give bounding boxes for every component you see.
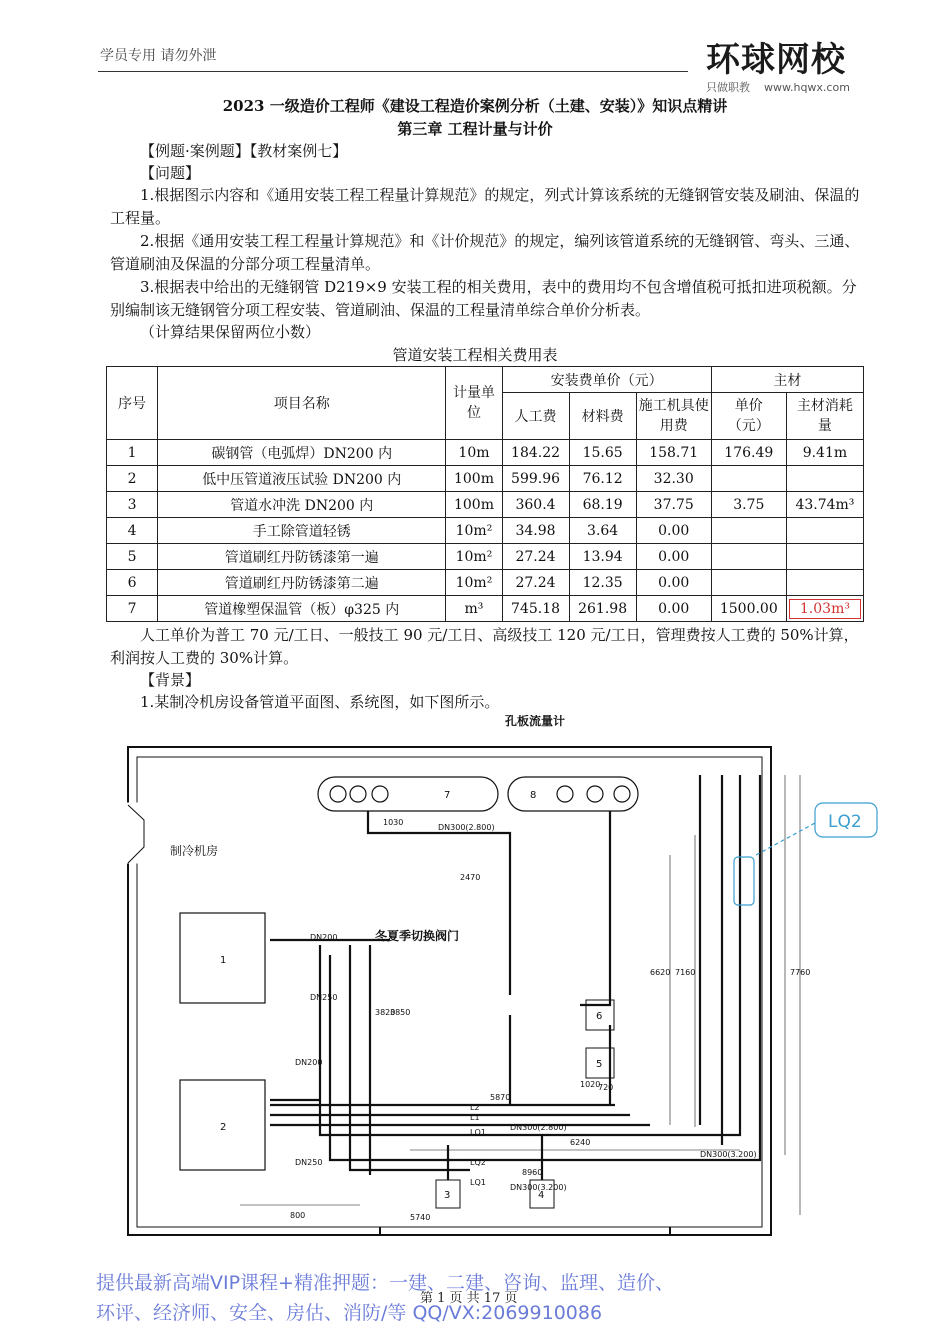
cell-machine: 0.00 bbox=[636, 596, 711, 622]
table-row bbox=[107, 440, 864, 466]
th-labor: 人工费 bbox=[502, 393, 569, 440]
logo-main-text: 环球网校 bbox=[706, 40, 846, 80]
cell-seq: 5 bbox=[107, 544, 158, 570]
dim-5740: 5740 bbox=[410, 1213, 431, 1222]
pipe-label-1: DN300(2.800) bbox=[438, 823, 495, 832]
cell-material: 13.94 bbox=[569, 544, 636, 570]
dim-3820: 3820 bbox=[375, 1008, 396, 1017]
dim-2470: 2470 bbox=[460, 873, 481, 882]
site-logo bbox=[706, 32, 886, 98]
cell-seq: 4 bbox=[107, 518, 158, 544]
cell-seq: 1 bbox=[107, 440, 158, 466]
cell-consume bbox=[786, 544, 863, 570]
cell-machine: 158.71 bbox=[636, 440, 711, 466]
question-2: 2.根据《通用安装工程工程量计算规范》和《计价规范》的规定，编列该管道系统的无缝钢管、弯头、三通、管道刷油及保温的分部分项工程量清单。 bbox=[110, 232, 860, 273]
cell-unit: 10m² bbox=[446, 518, 502, 544]
table-row bbox=[107, 492, 864, 518]
fee-table bbox=[106, 366, 864, 622]
question-3-note: （计算结果保留两位小数） bbox=[140, 323, 321, 341]
dim-800: 800 bbox=[290, 1211, 306, 1220]
cell-consume: 1.03m³ bbox=[786, 596, 863, 622]
pipe-label-4: DN300(3.200) bbox=[510, 1183, 567, 1192]
th-name: 项目名称 bbox=[158, 367, 446, 440]
cell-price: 1500.00 bbox=[711, 596, 786, 622]
cell-name: 管道刷红丹防锈漆第一遍 bbox=[158, 544, 446, 570]
th-unit: 计量单位 bbox=[446, 367, 502, 440]
pipe-label-l1: L1 bbox=[470, 1113, 480, 1122]
dim-720: 720 bbox=[598, 1083, 614, 1092]
pipe-label-dn250: DN250 bbox=[310, 993, 338, 1002]
pipe-label-l2: L2 bbox=[470, 1103, 480, 1112]
dim-6240: 6240 bbox=[570, 1138, 591, 1147]
th-install-group: 安装费单价（元） bbox=[502, 367, 711, 393]
th-machine: 施工机具使用费 bbox=[636, 393, 711, 440]
cell-seq: 6 bbox=[107, 570, 158, 596]
room-walls bbox=[128, 747, 771, 1235]
cell-price: 176.49 bbox=[711, 440, 786, 466]
cell-material: 3.64 bbox=[569, 518, 636, 544]
logo-subline bbox=[706, 79, 886, 95]
header-left-text: 学员专用 请勿外泄 bbox=[100, 48, 217, 64]
pipe-label-lq2: LQ2 bbox=[470, 1158, 486, 1167]
cell-seq: 7 bbox=[107, 596, 158, 622]
dim-7760: 7760 bbox=[790, 968, 811, 977]
label-equip-6: 6 bbox=[596, 1011, 603, 1022]
cell-price bbox=[711, 544, 786, 570]
cell-labor: 34.98 bbox=[502, 518, 569, 544]
cell-material: 76.12 bbox=[569, 466, 636, 492]
cell-unit: 10m² bbox=[446, 544, 502, 570]
pipe-label-lq1b: LQ1 bbox=[470, 1178, 486, 1187]
cell-labor: 184.22 bbox=[502, 440, 569, 466]
th-consumption: 主材消耗量 bbox=[786, 393, 863, 440]
cell-labor: 27.24 bbox=[502, 544, 569, 570]
dim-5870: 5870 bbox=[490, 1093, 511, 1102]
cell-labor: 27.24 bbox=[502, 570, 569, 596]
cell-name: 手工除管道轻锈 bbox=[158, 518, 446, 544]
cell-consume bbox=[786, 518, 863, 544]
dim-7160: 7160 bbox=[675, 968, 696, 977]
table-row bbox=[107, 570, 864, 596]
background-tag: 【背景】 bbox=[140, 671, 201, 689]
cell-consume bbox=[786, 570, 863, 596]
cell-consume: 9.41m bbox=[786, 440, 863, 466]
page-number: 第 1 页 共 17 页 bbox=[420, 1291, 518, 1306]
dim-6620: 6620 bbox=[650, 968, 671, 977]
cell-seq: 2 bbox=[107, 466, 158, 492]
background-item-1: 1.某制冷机房设备管道平面图、系统图，如下图所示。 bbox=[140, 693, 500, 711]
dim-1020: 1020 bbox=[580, 1080, 601, 1089]
cell-machine: 0.00 bbox=[636, 518, 711, 544]
cell-price bbox=[711, 570, 786, 596]
drawing-labels bbox=[170, 715, 810, 1222]
label-equip-7: 7 bbox=[444, 790, 451, 801]
label-equip-5: 5 bbox=[596, 1059, 603, 1070]
door-opening bbox=[120, 803, 144, 863]
cell-unit: 100m bbox=[446, 492, 502, 518]
th-main-group: 主材 bbox=[711, 367, 863, 393]
piping-plan-drawing bbox=[110, 715, 890, 1245]
pipe-label-dn200: DN200 bbox=[310, 933, 338, 942]
cell-name: 低中压管道液压试验 DN200 内 bbox=[158, 466, 446, 492]
question-1: 1.根据图示内容和《通用安装工程工程量计算规范》的规定，列式计算该系统的无缝钢管安装及刷油、保温的工程量。 bbox=[110, 186, 860, 227]
dim-8960: 8960 bbox=[522, 1168, 543, 1177]
promo-line-2: 环评、经济师、安全、房估、消防/等 QQ/VX:2069910086 bbox=[96, 1302, 603, 1324]
header-divider bbox=[98, 71, 688, 72]
th-seq: 序号 bbox=[107, 367, 158, 440]
label-equip-4: 4 bbox=[538, 1190, 545, 1201]
cell-material: 12.35 bbox=[569, 570, 636, 596]
chapter-title: 第三章 工程计量与计价 bbox=[397, 120, 553, 138]
label-room: 制冷机房 bbox=[170, 844, 219, 858]
cell-price: 3.75 bbox=[711, 492, 786, 518]
cell-name: 管道橡塑保温管（板）φ325 内 bbox=[158, 596, 446, 622]
label-valve: 冬夏季切换阀门 bbox=[375, 929, 460, 943]
logo-slogan: 只做职教 bbox=[706, 81, 750, 94]
cell-material: 15.65 bbox=[569, 440, 636, 466]
question-3: 3.根据表中给出的无缝钢管 D219×9 安装工程的相关费用，表中的费用均不包含增值税可抵扣进项税额。分别编制该无缝钢管分项工程安装、管道刷油、保温的工程量清单综合单价分析表。 bbox=[110, 278, 857, 319]
unit-price-note: 人工单价为普工 70 元/工日、一般技工 90 元/工日、高级技工 120 元/工日，管理费按人工费的 50%计算，利润按人工费的 30%计算。 bbox=[110, 626, 859, 667]
cell-machine: 0.00 bbox=[636, 544, 711, 570]
cell-machine: 32.30 bbox=[636, 466, 711, 492]
cell-labor: 360.4 bbox=[502, 492, 569, 518]
tank-7 bbox=[318, 777, 498, 811]
promo-line-1: 提供最新高端VIP课程+精准押题：一建、二建、咨询、监理、造价、 bbox=[96, 1272, 674, 1294]
cell-unit: 10m bbox=[446, 440, 502, 466]
tank-8 bbox=[508, 777, 638, 811]
pipe-label-dn250b: DN250 bbox=[295, 1158, 323, 1167]
document-title: 2023 一级造价工程师《建设工程造价案例分析（土建、安装）》知识点精讲 bbox=[222, 97, 728, 115]
label-flowmeter: 孔板流量计 bbox=[505, 715, 566, 728]
cell-unit: m³ bbox=[446, 596, 502, 622]
pipe-label-3: DN300(3.200) bbox=[700, 1150, 757, 1159]
cell-unit: 10m² bbox=[446, 570, 502, 596]
table-row bbox=[107, 596, 864, 622]
dim-3850: 3850 bbox=[390, 1008, 411, 1017]
logo-url: www.hqwx.com bbox=[764, 81, 850, 94]
cell-material: 261.98 bbox=[569, 596, 636, 622]
label-equip-8: 8 bbox=[530, 790, 537, 801]
cell-name: 管道水冲洗 DN200 内 bbox=[158, 492, 446, 518]
th-material: 材料费 bbox=[569, 393, 636, 440]
label-equip-3: 3 bbox=[444, 1190, 451, 1201]
table-row bbox=[107, 544, 864, 570]
cell-price bbox=[711, 466, 786, 492]
cell-machine: 0.00 bbox=[636, 570, 711, 596]
cell-material: 68.19 bbox=[569, 492, 636, 518]
cell-price bbox=[711, 518, 786, 544]
table-caption: 管道安装工程相关费用表 bbox=[392, 346, 558, 364]
cell-labor: 599.96 bbox=[502, 466, 569, 492]
cell-name: 碳钢管（电弧焊）DN200 内 bbox=[158, 440, 446, 466]
table-row bbox=[107, 518, 864, 544]
cell-unit: 100m bbox=[446, 466, 502, 492]
label-equip-2: 2 bbox=[220, 1122, 227, 1133]
lq2-callout bbox=[734, 803, 877, 905]
pipe-network bbox=[270, 775, 760, 1180]
table-row bbox=[107, 466, 864, 492]
cell-seq: 3 bbox=[107, 492, 158, 518]
cell-consume: 43.74m³ bbox=[786, 492, 863, 518]
cell-name: 管道刷红丹防锈漆第二遍 bbox=[158, 570, 446, 596]
cell-labor: 745.18 bbox=[502, 596, 569, 622]
question-tag: 【问题】 bbox=[140, 164, 201, 182]
example-tag: 【例题·案例题】【教材案例七】 bbox=[140, 142, 348, 160]
label-equip-1: 1 bbox=[220, 955, 227, 966]
pipe-label-dn200b: DN200 bbox=[295, 1058, 323, 1067]
dim-1030: 1030 bbox=[383, 818, 404, 827]
callout-label: LQ2 bbox=[828, 812, 862, 832]
cell-consume bbox=[786, 466, 863, 492]
th-unit-price: 单价（元） bbox=[711, 393, 786, 440]
pipe-label-lq1: LQ1 bbox=[470, 1128, 486, 1137]
pipe-label-2: DN300(2.800) bbox=[510, 1123, 567, 1132]
cell-machine: 37.75 bbox=[636, 492, 711, 518]
